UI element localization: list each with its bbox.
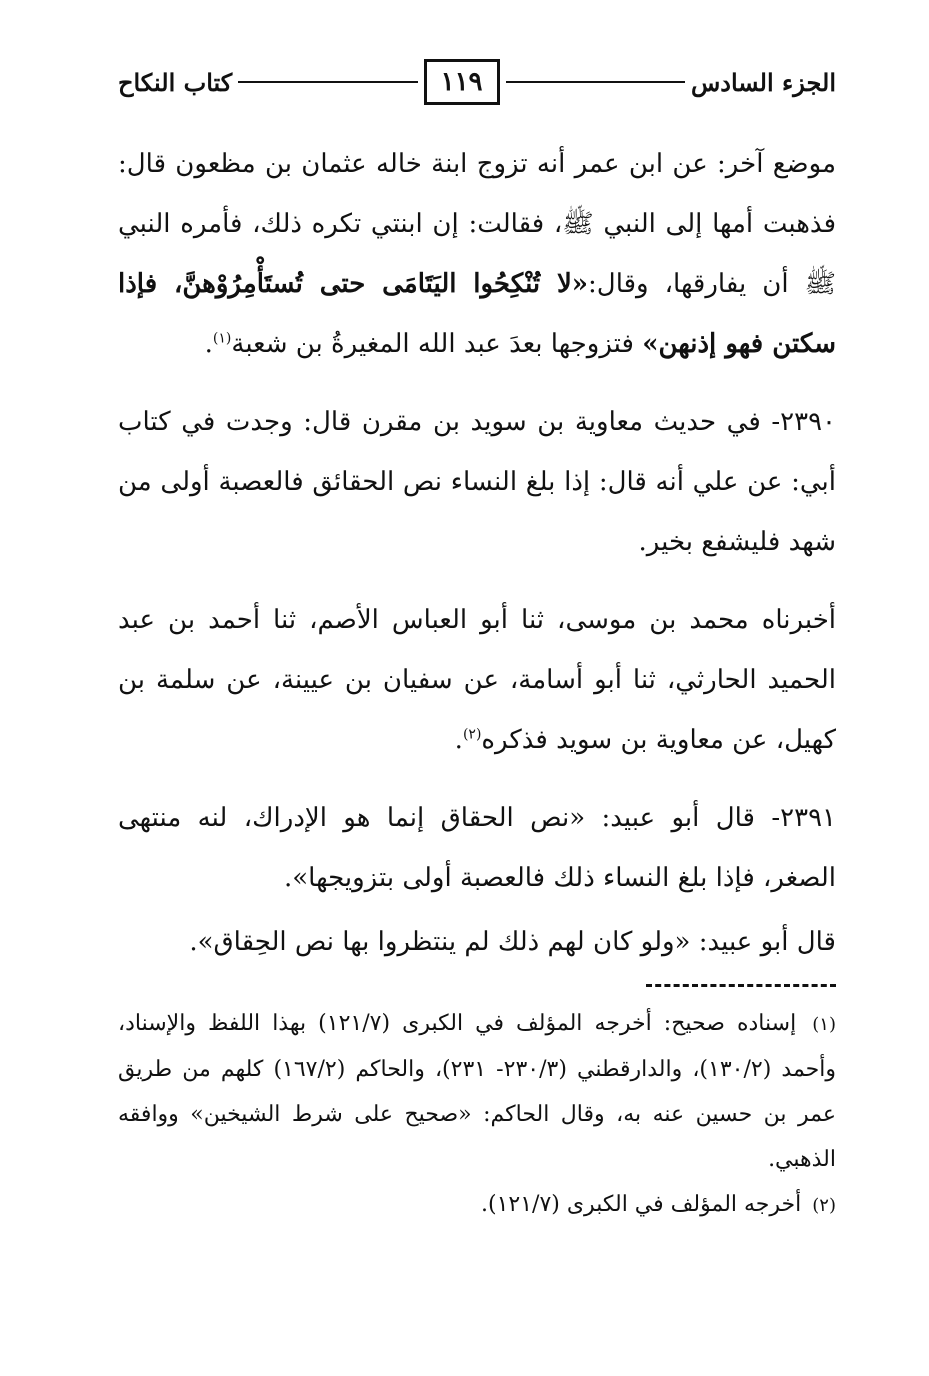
footnote-2-text: أخرجه المؤلف في الكبرى (١٢١/٧).: [481, 1192, 802, 1217]
hadith-quote: «لا تُنْكِحُوا اليَتَامَى حتى تُستَأْمِرُوْهنَّ، فإذا سكتن فهو إذنهن»: [118, 269, 836, 359]
footnote-2-number: (٢): [812, 1195, 836, 1216]
running-header: [118, 52, 836, 112]
paragraph-1: [118, 134, 836, 374]
part-title: الجزء السادس: [690, 67, 836, 97]
paragraph-abu-ubaid: قال أبو عبيد: «ولو كان لهم ذلك لم ينتظروا بها نص الحِقاق».: [189, 927, 836, 957]
paragraph-1-text: موضع آخر: عن ابن عمر أنه تزوج ابنة خاله عثمان بن مظعون قال: فذهبت أمها إلى النبي ﷺ، فقالت: إن ابنتي تكره ذلك، فأمره النبي ﷺ أن يفارقها، وقال:: [118, 149, 837, 299]
footnote-separator: [646, 984, 836, 987]
paragraph-1-end: .: [204, 329, 213, 359]
footnotes: [118, 1001, 836, 1228]
header-rule-right: [506, 81, 685, 83]
paragraph-2390: ٢٣٩٠- في حديث معاوية بن سويد بن مقرن قال: وجدت في كتاب أبي: عن علي أنه قال: إذا بلغ النساء نص الحقائق فالعصبة أولى من شهد فليشفع بخير.: [118, 407, 836, 557]
paragraph-isnad-text: أخبرناه محمد بن موسى، ثنا أبو العباس الأصم، ثنا أحمد بن عبد الحميد الحارثي، ثنا أبو أسامة، عن سفيان بن عيينة، عن سلمة بن كهيل، عن معاوية بن سويد فذكره: [118, 605, 836, 755]
footnote-ref-1: (١): [212, 330, 232, 347]
book-page: [118, 52, 836, 1228]
paragraph-1-tail: فتزوجها بعدَ عبد الله المغيرةُ بن شعبة: [231, 329, 643, 359]
header-rule-left: [238, 81, 417, 83]
footnote-1-text: إسناده صحيح: أخرجه المؤلف في الكبرى (١٢١/٧) بهذا اللفظ والإسناد، وأحمد (١٣٠/٢)، والدارقطني (٢٣٠/٣- ٢٣١)، والحاكم (١٦٧/٢) كلهم من طريق عمر بن حسين عنه به، وقال الحاكم: «صحيح على شرط الشيخين» ووافقه الذهبي.: [118, 1011, 836, 1172]
footnote-2: [118, 1182, 836, 1228]
paragraph-2391: ٢٣٩١- قال أبو عبيد: «نص الحقاق إنما هو الإدراك، لنه منتهى الصغر، فإذا بلغ النساء ذلك فالعصبة أولى بتزويجها».: [118, 803, 836, 893]
page-number: ١١٩: [424, 59, 500, 105]
paragraph-isnad: [118, 590, 836, 770]
footnote-1: [118, 1001, 836, 1182]
book-title: كتاب النكاح: [117, 67, 233, 97]
footnote-1-number: (١): [812, 1014, 836, 1035]
paragraph-isnad-end: .: [454, 725, 463, 755]
footnote-ref-2: (٢): [462, 726, 482, 743]
main-text: [118, 134, 836, 972]
